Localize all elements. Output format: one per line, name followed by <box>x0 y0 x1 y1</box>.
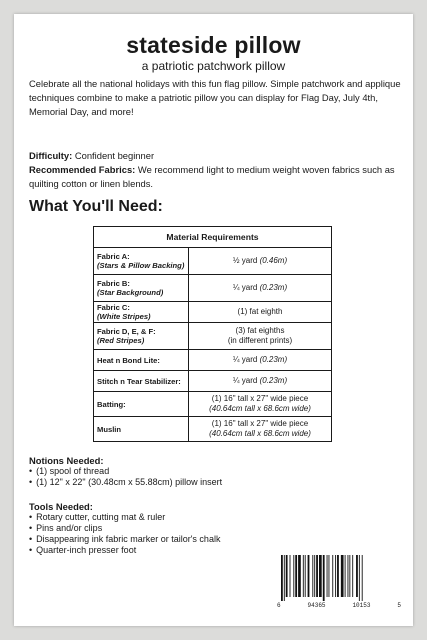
difficulty-value: Confident beginner <box>74 150 155 161</box>
material-requirements-table <box>93 226 332 442</box>
barcode-bar <box>308 555 310 597</box>
material-quantity: (1) 16" tall x 27" wide piece <box>211 419 309 428</box>
barcode-digit-group: 5 <box>397 602 401 609</box>
material-use: (Stars & Pillow Backing) <box>97 261 185 270</box>
barcode-bar <box>293 555 294 597</box>
tools-heading: Tools Needed: <box>29 501 93 512</box>
table-row <box>94 392 332 417</box>
material-quantity: ½ yard <box>232 256 258 265</box>
material-name-cell <box>94 392 189 417</box>
notions-heading: Notions Needed: <box>29 455 104 466</box>
list-item: • Rotary cutter, cutting mat & ruler <box>29 512 220 523</box>
barcode-bar <box>337 555 339 597</box>
material-quantity: ¼ yard <box>232 283 258 292</box>
barcode-digits <box>277 602 401 609</box>
barcode-bar <box>359 555 360 601</box>
barcode-digit-group: 10153 <box>352 602 371 609</box>
table-row <box>94 275 332 302</box>
material-name-cell <box>94 248 189 275</box>
material-name: Heat n Bond Lite: <box>97 355 160 365</box>
barcode-bar <box>356 555 358 597</box>
fabrics-value: We recommend light to medium weight woven fabrics such as quilting cotton or linen blends. <box>29 164 395 189</box>
barcode-bar <box>362 555 363 601</box>
material-quantity: (1) 16" tall x 27" wide piece <box>211 394 309 403</box>
tools-list <box>29 512 220 556</box>
table-body <box>94 248 332 442</box>
barcode-bar <box>341 555 344 597</box>
material-metric: (0.23m) <box>259 376 288 385</box>
list-item: • (1) spool of thread <box>29 466 222 477</box>
material-name: Fabric A: <box>97 252 130 261</box>
table-row <box>94 302 332 323</box>
material-name-cell <box>94 417 189 442</box>
page-title: stateside pillow <box>126 32 301 58</box>
material-name: Fabric B: <box>97 279 130 288</box>
barcode-bar <box>312 555 313 597</box>
material-quantity-cell <box>189 371 332 392</box>
barcode-bar <box>332 555 333 597</box>
material-use: (White Stripes) <box>97 312 151 321</box>
table-row <box>94 248 332 275</box>
material-quantity: ¼ yard <box>232 355 258 364</box>
list-item: • Quarter-inch presser foot <box>29 545 220 556</box>
table-row <box>94 323 332 350</box>
material-metric: (40.64cm tall x 68.6cm wide) <box>209 404 311 413</box>
barcode-bar <box>314 555 315 597</box>
material-quantity: (3) fat eighths <box>235 326 285 335</box>
difficulty-label: Difficulty: <box>29 150 73 161</box>
barcode-bar <box>329 555 330 597</box>
material-metric: (0.23m) <box>259 283 288 292</box>
table-row <box>94 350 332 371</box>
barcode-bar <box>352 555 353 597</box>
barcode-bar <box>316 555 318 597</box>
material-quantity-cell <box>189 323 332 350</box>
material-metric: (40.64cm tall x 68.6cm wide) <box>209 429 311 438</box>
list-item: • (1) 12" x 22" (30.48cm x 55.88cm) pillow insert <box>29 477 222 488</box>
pattern-page <box>14 14 413 626</box>
barcode-bar <box>319 555 322 597</box>
barcode-bar <box>298 555 301 597</box>
material-quantity: (1) fat eighth <box>237 307 283 316</box>
barcode-bar <box>290 555 291 597</box>
table-header: Material Requirements <box>94 227 332 248</box>
barcode-bar <box>345 555 346 597</box>
barcode-bar <box>303 555 304 597</box>
material-quantity-cell <box>189 275 332 302</box>
list-item: • Pins and/or clips <box>29 523 220 534</box>
needs-heading: What You'll Need: <box>29 198 163 215</box>
material-use: (Red Stripes) <box>97 336 145 345</box>
material-name: Stitch n Tear Stabilizer: <box>97 376 181 386</box>
table-row <box>94 371 332 392</box>
fabrics-paragraph <box>29 163 404 191</box>
material-metric: (0.46m) <box>259 256 288 265</box>
list-item: • Disappearing ink fabric marker or tailor's chalk <box>29 534 220 545</box>
material-name: Batting: <box>97 399 126 409</box>
material-quantity-cell <box>189 248 332 275</box>
fabrics-label: Recommended Fabrics: <box>29 164 136 175</box>
table-row <box>94 417 332 442</box>
barcode-bar <box>284 555 285 601</box>
material-name-cell <box>94 275 189 302</box>
barcode <box>279 555 399 601</box>
material-quantity-cell <box>189 417 332 442</box>
barcode-digit-group: 94365 <box>307 602 326 609</box>
material-use: (Star Background) <box>97 288 164 297</box>
page-subtitle: a patriotic patchwork pillow <box>141 59 286 73</box>
barcode-bar <box>305 555 306 597</box>
barcode-digit-group: 6 <box>277 602 281 609</box>
material-name-cell <box>94 350 189 371</box>
material-quantity-cell <box>189 302 332 323</box>
material-name-cell <box>94 371 189 392</box>
material-name: Fabric C: <box>97 303 130 312</box>
material-name-cell <box>94 323 189 350</box>
material-metric: (0.23m) <box>259 355 288 364</box>
material-name: Fabric D, E, & F: <box>97 327 156 336</box>
material-quantity-cell <box>189 392 332 417</box>
barcode-bar <box>349 555 350 597</box>
barcode-bar <box>348 555 349 597</box>
material-metric: (in different prints) <box>227 336 293 345</box>
barcode-bar <box>323 555 325 601</box>
material-name: Muslin <box>97 424 122 434</box>
barcode-bar <box>335 555 336 597</box>
material-quantity-cell <box>189 350 332 371</box>
barcode-bar <box>281 555 283 601</box>
barcode-bar <box>295 555 297 597</box>
barcode-bar <box>286 555 288 597</box>
material-name-cell <box>94 302 189 323</box>
barcode-bar <box>327 555 328 597</box>
intro-paragraph: Celebrate all the national holidays with this fun flag pillow. Simple patchwork and applique techniques combine to make a patriotic pillow you can display for Flag Day, July 4th, Memorial Day, and more! <box>29 78 401 117</box>
notions-list <box>29 466 222 488</box>
difficulty-line <box>29 149 404 163</box>
material-quantity: ¼ yard <box>232 376 258 385</box>
